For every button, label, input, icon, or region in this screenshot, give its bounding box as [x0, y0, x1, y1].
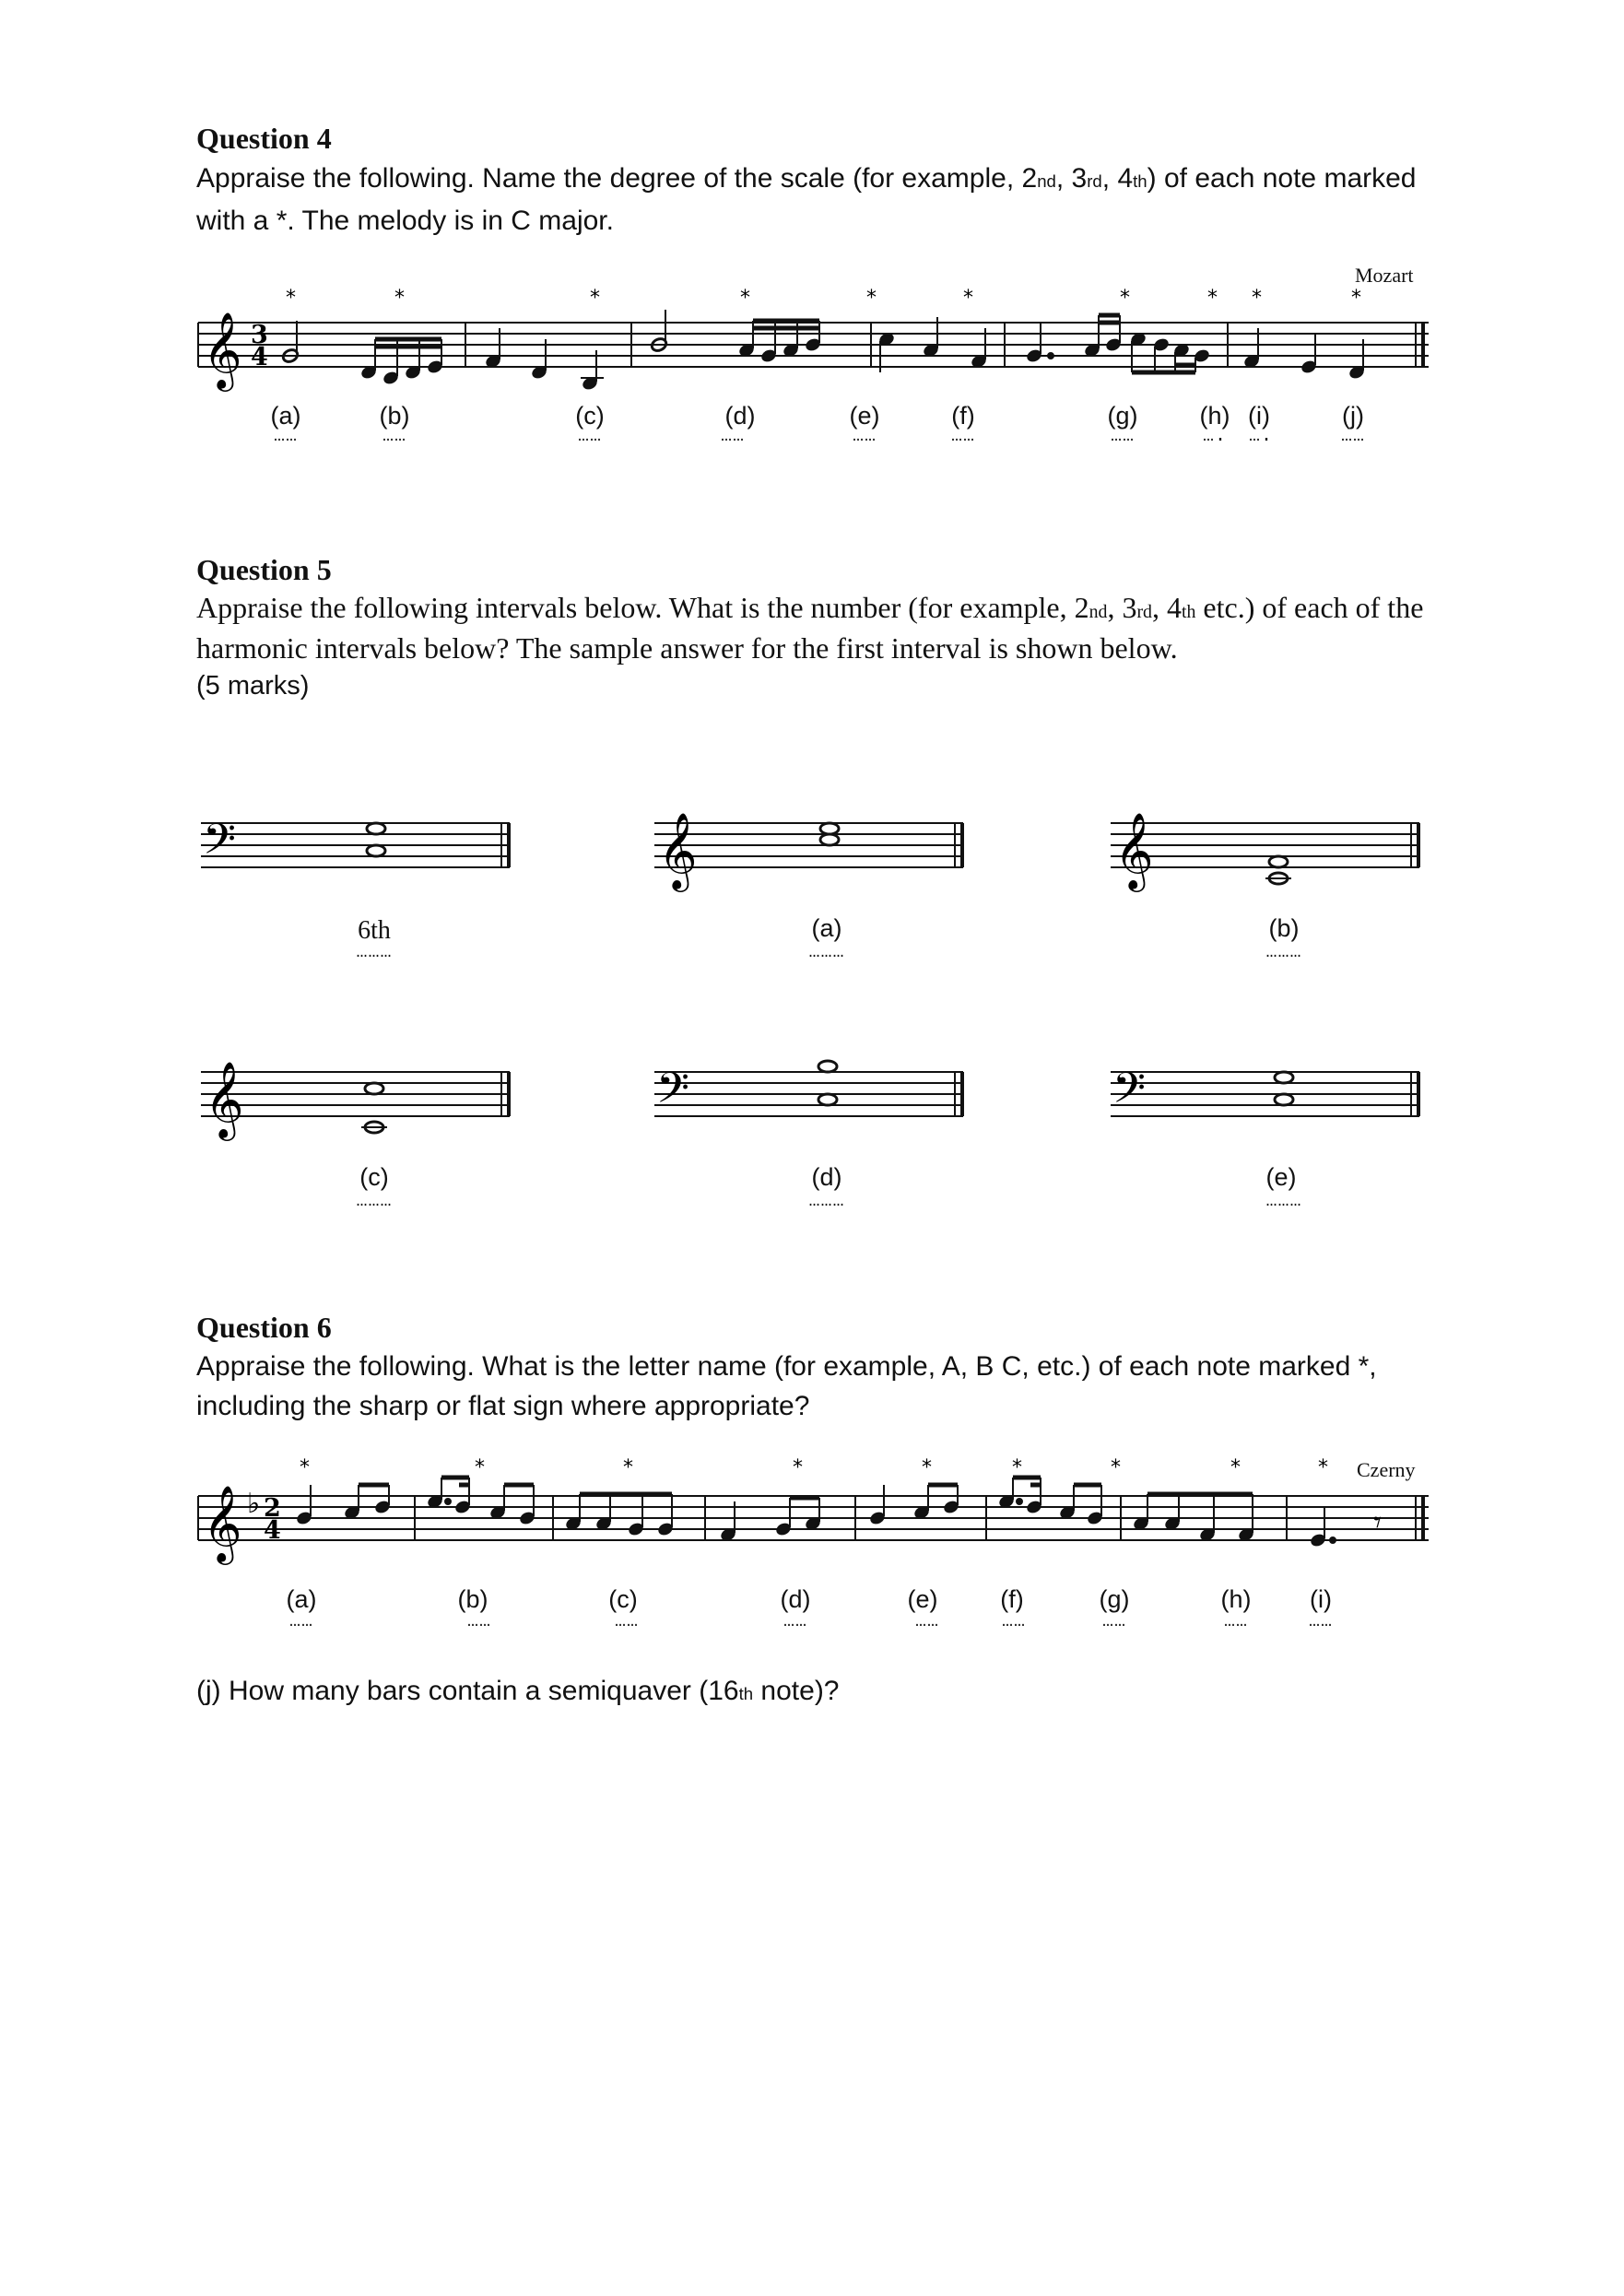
- q6-answer-g[interactable]: ……: [1101, 1611, 1127, 1632]
- q6-answer-c[interactable]: ……: [614, 1611, 640, 1632]
- question-5-title: Question 5: [196, 553, 332, 586]
- q6-label-c: (c): [608, 1585, 638, 1613]
- q4-label-f: (f): [951, 402, 975, 430]
- svg-text:*: *: [866, 287, 877, 310]
- treble-clef-icon: 𝄞: [203, 311, 242, 388]
- q4-answer-a[interactable]: ……: [273, 426, 299, 447]
- time-sig-bottom: 4: [264, 1516, 281, 1545]
- question-6-title: Question 6: [196, 1311, 332, 1344]
- svg-text:*: *: [300, 1456, 310, 1479]
- bass-clef-icon: 𝄢: [203, 815, 237, 875]
- q4-label-h: (h): [1199, 402, 1230, 430]
- q6-label-e: (e): [907, 1585, 938, 1613]
- question-5-marks: (5 marks): [196, 671, 310, 701]
- q6-label-d: (d): [780, 1585, 811, 1613]
- interval-staff-a: [654, 788, 968, 889]
- interval-staff-e: [1111, 1037, 1424, 1138]
- q4-label-b: (b): [379, 402, 410, 430]
- treble-clef-icon: 𝄞: [658, 811, 698, 889]
- q4-melody-staff: [194, 288, 1438, 407]
- time-sig-top: 3: [251, 321, 268, 349]
- q6-answer-f[interactable]: ……: [1001, 1611, 1027, 1632]
- q4-answer-d[interactable]: ……: [720, 426, 746, 447]
- treble-clef-icon: 𝄞: [1114, 811, 1154, 889]
- svg-text:*: *: [1120, 287, 1130, 310]
- svg-text:*: *: [394, 287, 405, 310]
- question-6-instructions: Appraise the following. What is the letter name (for example, A, B C, etc.) of each note marked *, including the sharp or flat sign where appropriate?: [196, 1351, 1377, 1421]
- q6-answer-h[interactable]: ……: [1223, 1611, 1249, 1632]
- interval-answer-sample-line: ………: [356, 942, 393, 963]
- whole-note-icon: [365, 1083, 383, 1094]
- q4-answer-f[interactable]: ……: [950, 426, 976, 447]
- interval-staff-c: [201, 1037, 514, 1138]
- q4-answer-j[interactable]: ……: [1340, 426, 1366, 447]
- q6-label-f: (f): [1000, 1585, 1024, 1613]
- q4-label-g: (g): [1107, 402, 1138, 430]
- whole-note-icon: [367, 823, 385, 834]
- interval-label-e: (e): [1265, 1163, 1297, 1191]
- svg-text:*: *: [793, 1456, 803, 1479]
- whole-note-icon: [820, 823, 839, 834]
- interval-label-b: (b): [1268, 914, 1300, 942]
- question-4-title: Question 4: [196, 122, 332, 155]
- svg-text:*: *: [740, 287, 750, 310]
- q6-label-h: (h): [1220, 1585, 1252, 1613]
- q6-notes: [297, 1478, 1336, 1547]
- question-4-instructions: Appraise the following. Name the degree of the scale (for example, 2nd, 3rd, 4th) of each note marked with a *. The melody is in C major.: [196, 163, 1417, 236]
- whole-note-icon: [818, 1094, 837, 1105]
- svg-text:*: *: [1351, 287, 1361, 310]
- interval-answer-e[interactable]: ………: [1265, 1191, 1302, 1212]
- interval-sample-answer: 6th: [358, 916, 391, 945]
- bass-clef-icon: 𝄢: [1112, 1064, 1147, 1124]
- q6-answer-a[interactable]: ……: [288, 1611, 314, 1632]
- whole-note-icon: [820, 834, 839, 845]
- q4-label-j: (j): [1342, 402, 1364, 430]
- q4-asterisks: [286, 287, 1361, 310]
- q6-label-b: (b): [457, 1585, 488, 1613]
- interval-staff-sample: [201, 788, 514, 889]
- interval-label-a: (a): [811, 914, 842, 942]
- svg-text:*: *: [286, 287, 296, 310]
- interval-label-d: (d): [811, 1163, 842, 1191]
- interval-label-c: (c): [359, 1163, 389, 1191]
- q4-answer-i[interactable]: ….: [1248, 426, 1274, 447]
- q4-label-a: (a): [270, 402, 301, 430]
- q6-melody-staff: [194, 1456, 1438, 1581]
- q6-answer-e[interactable]: ……: [914, 1611, 940, 1632]
- whole-note-icon: [818, 1061, 837, 1072]
- q4-label-c: (c): [575, 402, 605, 430]
- whole-note-icon: [1269, 856, 1288, 867]
- q4-answer-g[interactable]: ……: [1110, 426, 1136, 447]
- q6-answer-b[interactable]: ……: [466, 1611, 492, 1632]
- q6-answer-d[interactable]: ……: [783, 1611, 808, 1632]
- time-sig-top: 2: [264, 1494, 281, 1523]
- interval-staff-d: [654, 1037, 968, 1138]
- whole-note-icon: [367, 845, 385, 856]
- svg-text:*: *: [1230, 1456, 1241, 1479]
- time-sig-bottom: 4: [251, 343, 268, 371]
- svg-text:*: *: [475, 1456, 485, 1479]
- q6-label-g: (g): [1099, 1585, 1130, 1613]
- q4-answer-b[interactable]: ……: [382, 426, 407, 447]
- svg-text:*: *: [1012, 1456, 1022, 1479]
- interval-answer-b[interactable]: ………: [1265, 942, 1302, 963]
- svg-text:*: *: [623, 1456, 633, 1479]
- interval-staff-b: [1111, 788, 1424, 889]
- interval-answer-d[interactable]: ………: [808, 1191, 845, 1212]
- q6-label-a: (a): [286, 1585, 317, 1613]
- q6-label-i: (i): [1310, 1585, 1332, 1613]
- whole-note-icon: [1275, 1094, 1293, 1105]
- treble-clef-icon: 𝄞: [203, 1484, 242, 1561]
- q4-composer: Mozart: [1355, 264, 1414, 287]
- q4-answer-c[interactable]: ……: [577, 426, 603, 447]
- eighth-rest-icon: 𝄾: [1373, 1504, 1383, 1541]
- question-5-instructions: Appraise the following intervals below. What is the number (for example, 2nd, 3rd, 4th etc.) of each of the harmonic intervals below? The sample answer for the first interval is shown below. (5 marks): [196, 591, 1424, 701]
- q4-label-d: (d): [724, 402, 756, 430]
- q4-answer-e[interactable]: ……: [852, 426, 877, 447]
- q6-composer: Czerny: [1357, 1458, 1416, 1481]
- bass-clef-icon: 𝄢: [656, 1064, 690, 1124]
- interval-answer-c[interactable]: ………: [356, 1191, 393, 1212]
- svg-text:*: *: [963, 287, 973, 310]
- svg-text:*: *: [1111, 1456, 1121, 1479]
- q4-label-e: (e): [849, 402, 880, 430]
- svg-text:*: *: [922, 1456, 932, 1479]
- svg-text:*: *: [1207, 287, 1218, 310]
- svg-text:*: *: [590, 287, 600, 310]
- q6-answer-i[interactable]: ……: [1308, 1611, 1334, 1632]
- question-6-sub-j: (j) How many bars contain a semiquaver (16th note)?: [196, 1676, 840, 1706]
- svg-text:*: *: [1318, 1456, 1328, 1479]
- flat-icon: ♭: [247, 1488, 261, 1520]
- svg-text:*: *: [1252, 287, 1262, 310]
- interval-answer-a[interactable]: ………: [808, 942, 845, 963]
- q4-answer-h[interactable]: ….: [1202, 426, 1228, 447]
- q4-label-i: (i): [1248, 402, 1270, 430]
- treble-clef-icon: 𝄞: [205, 1060, 244, 1137]
- whole-note-icon: [1275, 1072, 1293, 1083]
